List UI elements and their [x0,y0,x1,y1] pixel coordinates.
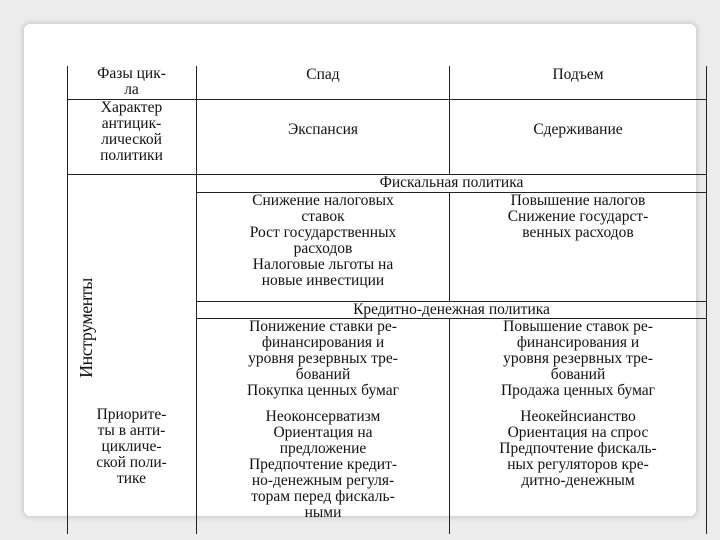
monetary-recession-cell: Понижение ставки ре- финансирования и уровня резервных тре- бований Покупка ценных бумаг [247,318,399,399]
table-border-right [706,66,707,534]
priorities-upswing-cell: Неокейнсианство Ориентация на спрос Предпочтение фискаль- ных регуляторов кре- дитно-денежным [499,408,657,489]
header-phases-cell: Фазы цик- ла [97,65,166,98]
priorities-label-cell: Приорите- ты в анти- цикличе- ской поли- тике [96,406,167,487]
character-upswing: Сдерживание [533,121,623,138]
monetary-upswing-cell: Повышение ставок ре- финансирования и уровня резервных тре- бований Продажа ценных бумаг [500,318,656,399]
header-upswing: Подъем [552,66,604,83]
fiscal-upswing-cell: Повышение налогов Снижение государст- венных расходов [507,192,649,241]
character-label-cell: Характер антицик- лической политики [100,99,163,164]
character-recession: Экспансия [287,121,359,138]
anticyclical-policy-table [67,66,707,534]
header-recession: Спад [306,66,340,83]
fiscal-recession-cell: Снижение налоговых ставок Рост государственных расходов Налоговые льготы на новые инвестиции [249,192,397,289]
instruments-label: Инструменты [76,278,96,378]
monetary-policy-title: Кредитно-денежная политика [353,301,550,318]
fiscal-policy-title: Фискальная политика [379,174,524,191]
slide-panel [24,24,696,521]
priorities-recession-cell: Неоконсерватизм Ориентация на предложение Предпочтение кредит- но-денежным регуля- торам перед фискаль- ными [248,408,397,521]
